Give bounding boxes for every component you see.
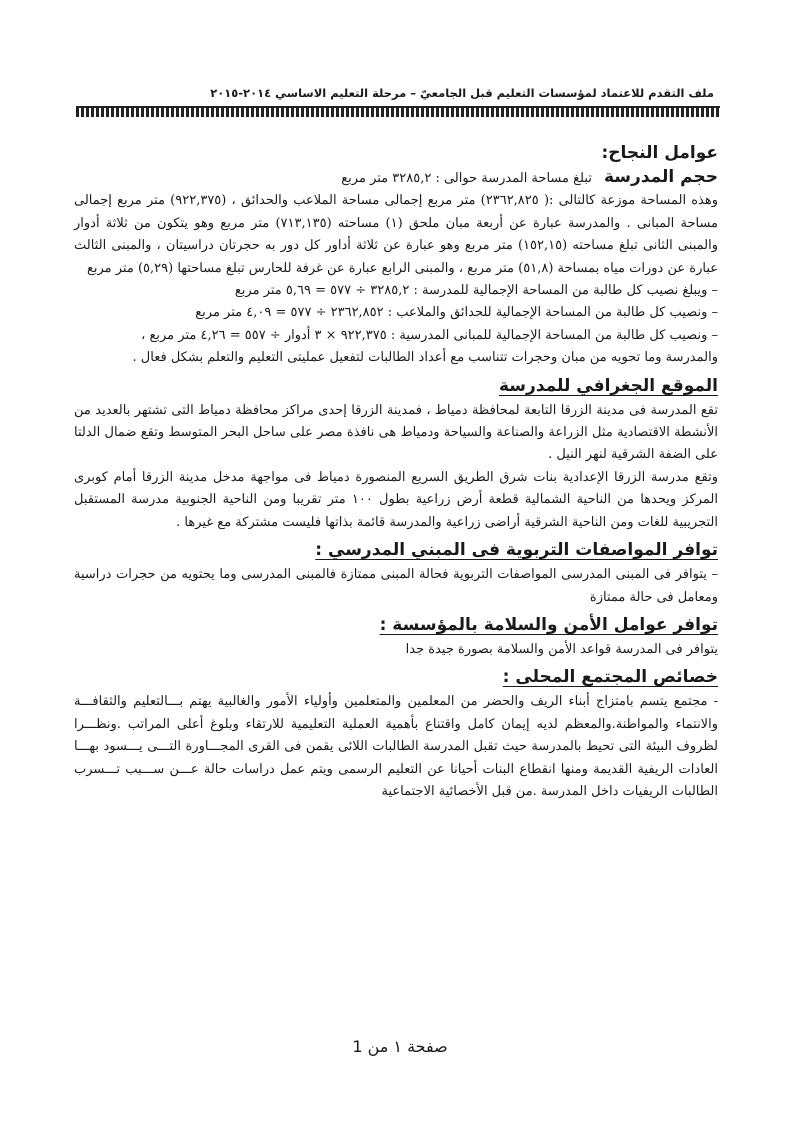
safety-paragraph: يتوافر فى المدرسة قواعد الأمن والسلامة بصورة جيدة جدا: [405, 641, 718, 657]
page-number: صفحة ١ من 1: [352, 1037, 448, 1056]
area-bullet-total: – ويبلغ نصيب كل طالبة من المساحة الإجمالية للمدرسة : ٣٢٨٥,٢ ÷ ٥٧٧ = ٥,٦٩ متر مربع: [234, 283, 718, 299]
building-specs-heading: توافر المواصفات التربوية فى المبني المدرسي :: [315, 540, 718, 561]
page-body: [74, 140, 718, 803]
community-heading: خصائص المجتمع المحلى :: [502, 667, 718, 688]
community-paragraph: - مجتمع يتسم بامتزاج أبناء الريف والحضر من المعلمين والمتعلمين وأولياء الأمور والغالبية يهتم بـــالتعليم والثقافـــة والانتماء والمواطنة.والمعظم لديه إيمان كامل واقتناع بأهمية العملية التعليمية للارتقاء وبلوغ أعلى المراتب .ونظـــرا لظروف البيئة التى تحيط بالمدرسة حيث تقبل المدرسة الطالبات اللائى يقمن فى القرى المجـــاورة التـــى يـــسود بهـــا العادات الريفية القديمة ومنها انقطاع البنات أحيانا عن التعليم الرسمى ويتم عمل دراسات حالة عـــن ســـبب تـــسرب الطالبات الريفيات داخل المدرسة .من قبل الأخصائية الاجتماعية: [74, 694, 718, 799]
school-size-row: [74, 166, 718, 190]
location-heading: الموقع الجغرافي للمدرسة: [499, 375, 718, 396]
location-paragraph-2: وتقع مدرسة الزرقا الإعدادية بنات شرق الطريق السريع المنصورة دمياط فى مواجهة مدخل مدينة الزرقا أمام كوبرى المركز ويحدها من الناحية الشمالية قطعة أرض زراعية بطول ١٠٠ متر تقريبا ومن الناحية الجنوبية مدرسة المستقبل التجريبية للغات ومن الناحية الشرقية أراضى زراعية والمدرسة قائمة بذاتها فليست مشتركة مع غيرها .: [74, 469, 718, 530]
location-paragraph-1: تقع المدرسة فى مدينة الزرقا التابعة لمحافظة دمياط ، فمدينة الزرقا إحدى مراكز محافظة دمياط التى تشتهر بالعديد من الأنشطة الاقتصادية مثل الزراعة والصناعة والسياحة ودمياط هى نافذة مصر على ساحل البحر المتوسط وتقع ضمال الدلتا على الضفة الشرقية لنهر النيل .: [74, 402, 718, 463]
safety-heading: توافر عوامل الأمن والسلامة بالمؤسسة :: [379, 614, 718, 635]
success-factors-heading: عوامل النجاح:: [601, 143, 718, 163]
document-header: ملف التقدم للاعتماد لمؤسسات التعليم قبل الجامعيّ – مرحلة التعليم الاساسي ٢٠١٤-٢٠١٥: [210, 86, 714, 100]
area-bullet-gardens: – ونصيب كل طالبة من المساحة الإجمالية للحدائق والملاعب : ٢٣٦٢,٨٥٢ ÷ ٥٧٧ = ٤,٠٩ متر مربع: [195, 305, 718, 321]
school-size-label: حجم المدرسة: [604, 167, 718, 187]
school-size-text: تبلغ مساحة المدرسة حوالى : ٣٢٨٥,٢ متر مربع: [341, 171, 592, 186]
building-specs-paragraph: – يتوافر فى المبنى المدرسى المواصفات التربوية فحالة المبنى ممتازة فالمبنى المدرسى وما يحتويه من حجرات دراسية ومعامل فى حالة ممتازة: [74, 567, 718, 605]
area-distribution-paragraph: وهذه المساحة موزعة كالتالى :( ٢٣٦٢,٨٢٥) متر مربع إجمالى مساحة الملاعب والحدائق ، (٩٢٢,٣٧٥) متر مربع إجمالى مساحة المبانى . والمدرسة عبارة عن أربعة مبان ملحق (١) مساحته (٧١٣,١٣٥) متر مربع وهو يتكون من ثلاثة أدوار والمبنى الثانى تبلغ مساحته (١٥٢,١٥) متر مربع وهو عبارة عن ثلاثة أداور كل دور به حجرتان دراسيتان ، والمبنى الثالث عبارة عن دورات مياه بمساحة (٥١,٨) متر مربع ، والمبنى الرابع عبارة عن غرفة للحارس تبلغ مساحتها (٥,٢٩) متر مربع: [74, 193, 719, 276]
area-bullet-buildings: – ونصيب كل طالبة من المساحة الإجمالية للمبانى المدرسية : ٩٢٢,٣٧٥ × ٣ أدوار ÷ ٥٥٧ = ٤,٢٦ متر مربع ،: [141, 327, 718, 343]
area-closing-text: والمدرسة وما تحويه من مبان وحجرات تتناسب مع أعداد الطالبات لتفعيل عمليتى التعليم والتعلم بشكل فعال .: [132, 350, 718, 366]
header-divider: [76, 106, 720, 117]
